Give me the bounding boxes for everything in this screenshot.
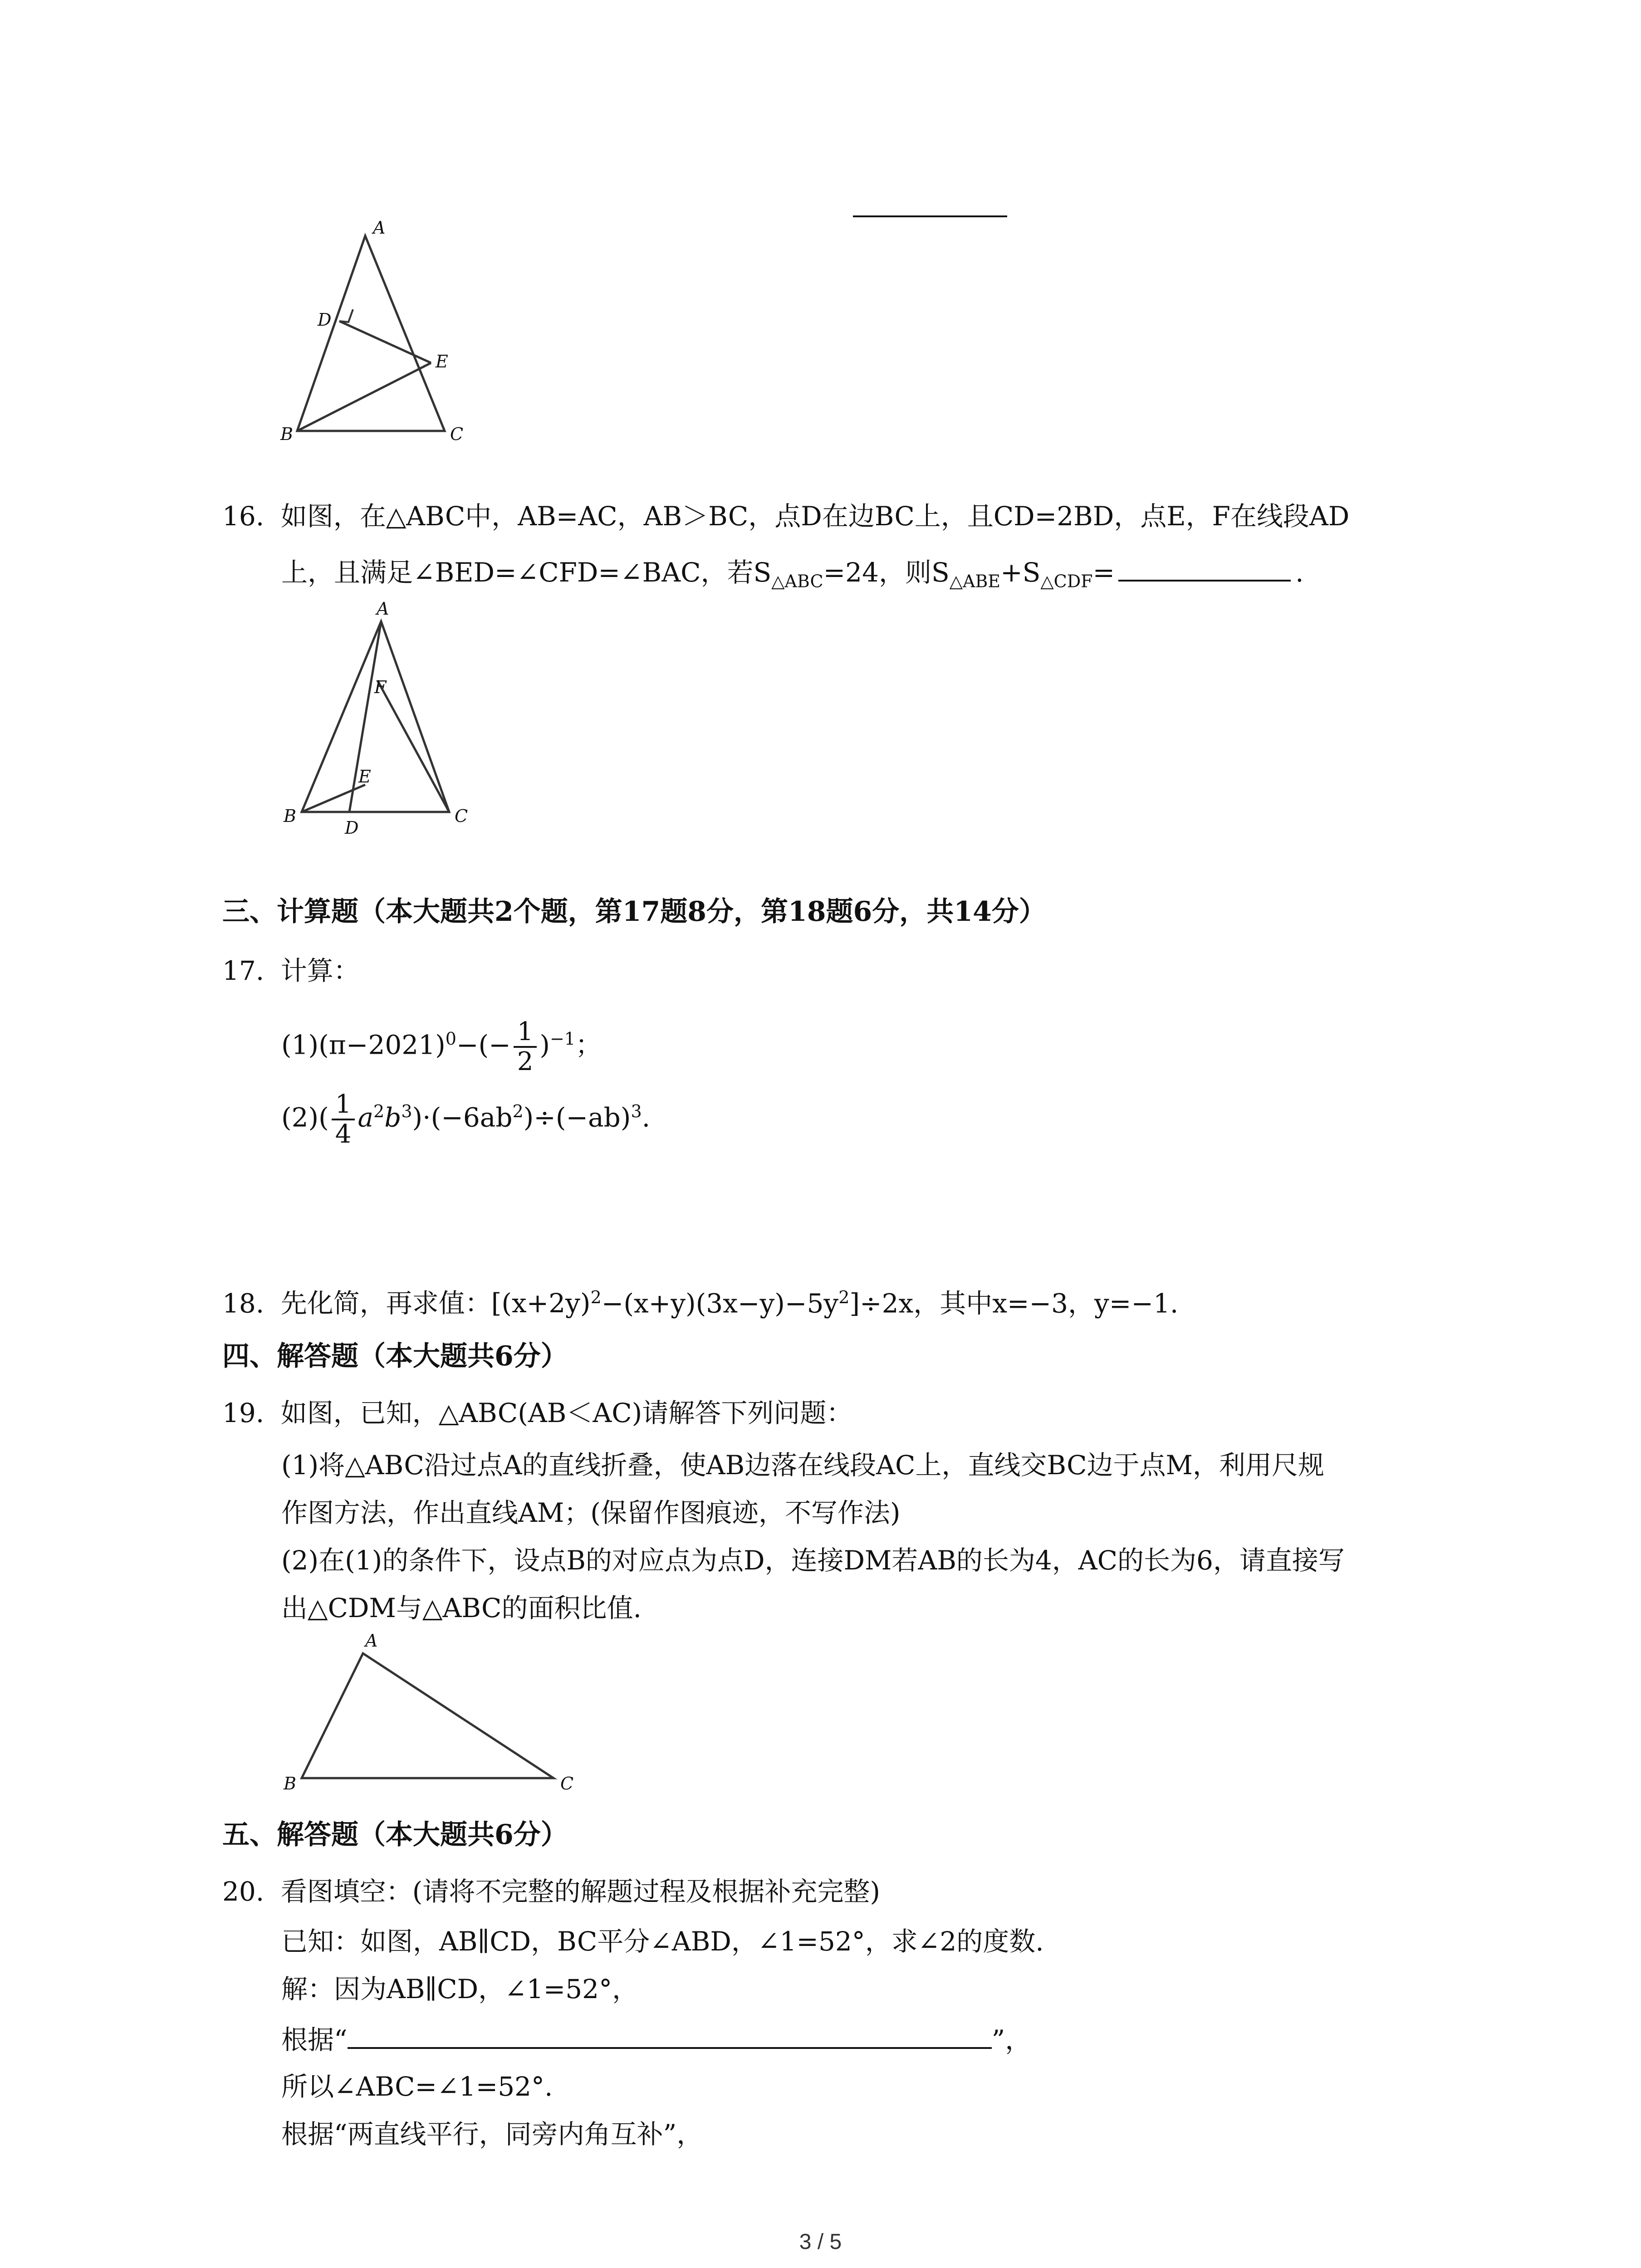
q16-text-eq: = — [1092, 557, 1115, 588]
label-e: E — [436, 352, 448, 371]
q16-text-mid: =24，则S — [823, 557, 950, 588]
q17-p1-pre: (1)(π−2021) — [281, 1029, 446, 1061]
q19-number: 19. — [222, 1398, 265, 1428]
q17-p1-close: ) — [539, 1029, 550, 1061]
section-4-heading: 四、解答题（本大题共6分） — [222, 1340, 568, 1372]
q17-p2-exp5: 3 — [631, 1101, 642, 1121]
q20-line6: 根据“两直线平行，同旁内角互补”， — [281, 2119, 703, 2150]
q18-mid: −(x+y)(3x−y)−5y — [601, 1288, 839, 1319]
q16-text-end: . — [1295, 557, 1304, 588]
label-a: A — [365, 1631, 378, 1651]
section-5-heading: 五、解答题（本大题共6分） — [222, 1819, 568, 1851]
q17-p2-var-a: a — [358, 1102, 374, 1133]
figure-q15-triangle — [272, 213, 481, 445]
q17-p2-rest: )·(−6ab — [412, 1102, 513, 1133]
q16-sub-cdf: △CDF — [1040, 571, 1093, 591]
label-e: E — [358, 767, 371, 787]
label-c: C — [560, 1774, 574, 1794]
q18-exp2: 2 — [838, 1287, 850, 1307]
q17-p2-rest2: )÷(−ab) — [523, 1102, 631, 1133]
label-f: F — [374, 677, 387, 697]
q17-p2-pre: (2)( — [281, 1102, 329, 1133]
segment-de — [339, 321, 431, 363]
label-c: C — [455, 806, 468, 826]
q17-p2-exp4: 2 — [512, 1101, 524, 1121]
q17-title — [222, 953, 360, 989]
q20-line5: 所以∠ABC=∠1=52°. — [281, 2071, 553, 2102]
q17-p2-exp3: 3 — [401, 1101, 412, 1121]
q16-line1 — [222, 498, 1349, 534]
fraction-one-quarter — [332, 1090, 355, 1149]
fraction-denominator: 4 — [335, 1119, 352, 1149]
label-c: C — [450, 424, 464, 444]
fraction-one-half — [514, 1018, 537, 1076]
answer-blank-q16[interactable] — [1118, 553, 1291, 582]
answer-blank-q15[interactable] — [853, 188, 1007, 217]
q19-text1: 如图，已知，△ABC(AB＜AC)请解答下列问题： — [280, 1398, 853, 1428]
q16-text2: 上，且满足∠BED=∠CFD=∠BAC，若S — [281, 557, 772, 588]
q17-number: 17. — [222, 955, 265, 986]
fraction-numerator: 1 — [514, 1018, 537, 1048]
q16-text1: 如图，在△ABC中，AB=AC，AB＞BC，点D在边BC上，且CD=2BD，点E，F在线段AD — [280, 501, 1350, 532]
q20-line2: 已知：如图，AB∥CD，BC平分∠ABD，∠1=52°，求∠2的度数. — [281, 1926, 1044, 1957]
q16-line2 — [281, 553, 1304, 600]
q16-text-plus: +S — [1000, 557, 1041, 588]
figure-q19-triangle — [272, 1628, 599, 1796]
q17-p2-var-b: b — [384, 1102, 402, 1133]
q17-p1-exp0: 0 — [445, 1029, 456, 1049]
page-number: 3 / 5 — [799, 2230, 842, 2254]
q16-number: 16. — [222, 501, 265, 532]
q20-line4 — [281, 2021, 1031, 2058]
fraction-denominator: 2 — [517, 1047, 534, 1077]
q19-line2: (1)将△ABC沿过点A的直线折叠，使AB边落在线段AC上，直线交BC边于点M，利用尺规 — [281, 1450, 1324, 1481]
q17-p1-mid: −(− — [456, 1029, 511, 1061]
label-b: B — [284, 806, 296, 826]
q16-sub-abc: △ABC — [771, 571, 823, 591]
answer-blank-q20[interactable] — [348, 2021, 992, 2049]
label-b: B — [280, 424, 293, 444]
right-angle-mark — [339, 309, 353, 322]
triangle-abc-q19 — [302, 1653, 554, 1778]
q19-line5: 出△CDM与△ABC的面积比值. — [281, 1593, 642, 1623]
q16-sub-abe: △ABE — [949, 571, 1001, 591]
q20-text1: 看图填空：(请将不完整的解题过程及根据补充完整) — [280, 1876, 880, 1907]
q18-pre: 先化简，再求值：[(x+2y) — [280, 1288, 591, 1319]
segment-cf — [377, 680, 449, 812]
q20-line3: 解：因为AB∥CD，∠1=52°， — [281, 1974, 639, 2004]
q18-line — [222, 1279, 1178, 1321]
q20-line1 — [222, 1873, 880, 1910]
q19-line4: (2)在(1)的条件下，设点B的对应点为点D，连接DM若AB的长为4，AC的长为6，请直接写 — [281, 1545, 1345, 1576]
label-d: D — [345, 818, 359, 838]
section-3-heading: 三、计算题（本大题共2个题，第17题8分，第18题6分，共14分） — [222, 896, 1046, 928]
q20-line4-pre: 根据“ — [281, 2024, 348, 2055]
label-a: A — [377, 599, 389, 619]
label-b: B — [284, 1774, 296, 1794]
triangle-abc — [297, 236, 445, 431]
q18-exp1: 2 — [590, 1287, 602, 1307]
q17-p1-exp1: −1 — [550, 1029, 576, 1049]
q19-line3: 作图方法，作出直线AM；(保留作图痕迹，不写作法) — [281, 1497, 901, 1528]
q18-end: ]÷2x，其中x=−3，y=−1. — [849, 1288, 1179, 1319]
fraction-numerator: 1 — [332, 1090, 355, 1120]
figure-q16-triangle — [272, 594, 481, 848]
q17-p2-exp2: 2 — [373, 1101, 385, 1121]
q19-line1 — [222, 1395, 852, 1431]
q17-p1-end: ； — [575, 1029, 602, 1061]
q17-part2 — [281, 1080, 650, 1149]
q20-number: 20. — [222, 1876, 265, 1907]
q17-title-text: 计算： — [280, 955, 360, 986]
q20-line4-post: ”， — [991, 2024, 1032, 2055]
q17-p2-end: . — [642, 1102, 651, 1133]
label-a: A — [373, 218, 386, 238]
label-d: D — [318, 310, 332, 330]
q18-number: 18. — [222, 1288, 265, 1319]
q17-part1 — [281, 1007, 602, 1076]
